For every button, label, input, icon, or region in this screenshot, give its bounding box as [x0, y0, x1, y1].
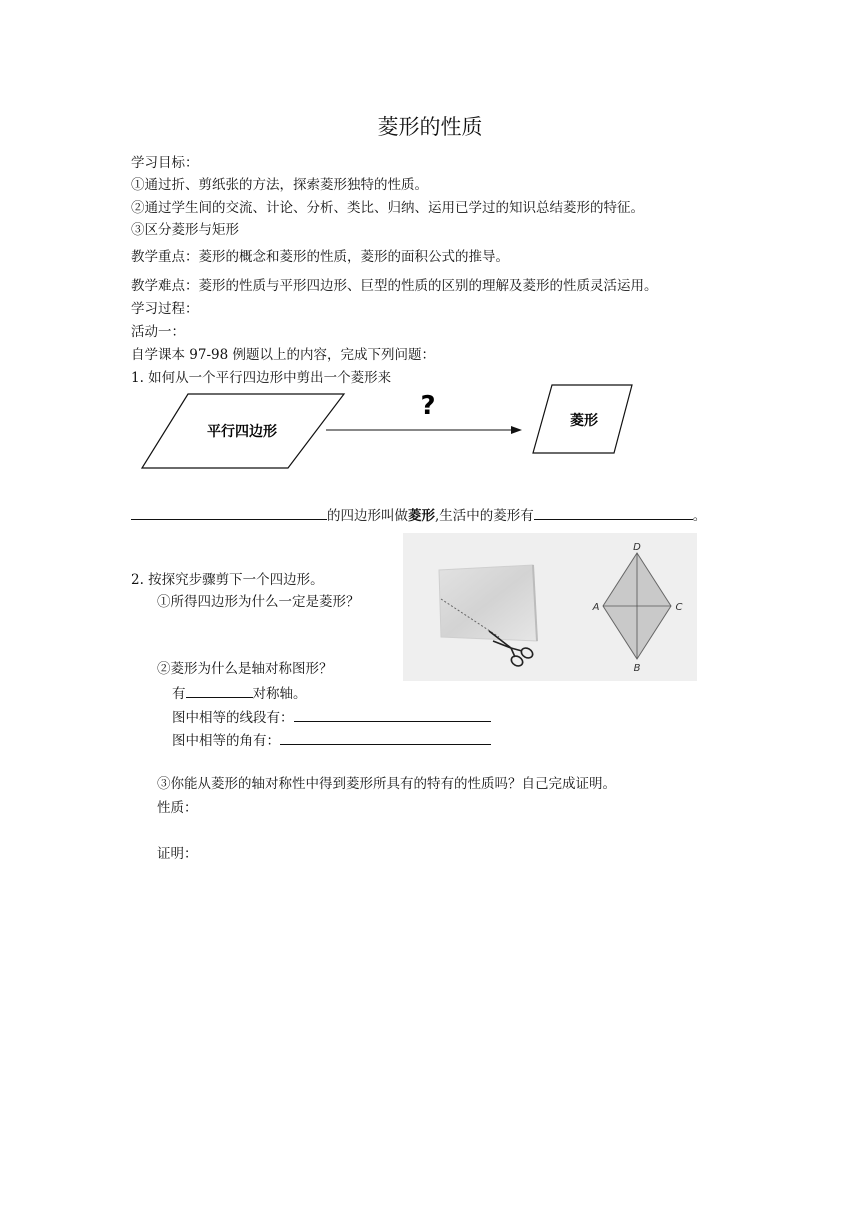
- proof-label: 证明：: [157, 846, 198, 862]
- question-2-sub-1: ①所得四边形为什么一定是菱形？: [157, 594, 360, 610]
- rhombus-term: 菱形: [408, 508, 435, 524]
- vertex-a-label: A: [592, 602, 600, 613]
- parallelogram-to-rhombus-diagram: [130, 380, 650, 480]
- objective-item-2: ②通过学生间的交流、计论、分析、类比、归纳、运用已学过的知识总结菱形的特征。: [131, 200, 644, 216]
- objectives-heading: 学习目标：: [131, 155, 199, 171]
- self-study-instruction: 自学课本 97-98 例题以上的内容，完成下列问题：: [131, 347, 435, 363]
- parallelogram-label: 平行四边形: [207, 424, 277, 440]
- equal-segments-line: [172, 706, 491, 727]
- key-point: 教学重点：菱形的概念和菱形的性质，菱形的面积公式的推导。: [131, 249, 509, 265]
- page-title: 菱形的性质: [377, 115, 483, 139]
- axis-suffix: 对称轴。: [252, 686, 307, 702]
- question-mark: ?: [420, 391, 436, 421]
- process-heading: 学习过程：: [131, 301, 199, 317]
- definition-blank[interactable]: [131, 504, 327, 520]
- equal-segments-label: 图中相等的线段有：: [172, 710, 294, 726]
- objective-item-1: ①通过折、剪纸张的方法，探索菱形独特的性质。: [131, 177, 428, 193]
- vertex-c-label: C: [675, 602, 683, 613]
- period: 。: [692, 508, 707, 524]
- equal-angles-label: 图中相等的角有：: [172, 733, 280, 749]
- vertex-d-label: D: [633, 542, 641, 553]
- question-2-sub-3: ③你能从菱形的轴对称性中得到菱形所具有的特有的性质吗？自己完成证明。: [157, 776, 616, 792]
- arrow-head: [511, 426, 522, 434]
- axis-count-line: [172, 682, 307, 703]
- equal-angles-line: [172, 729, 491, 750]
- question-1: 1. 如何从一个平行四边形中剪出一个菱形来: [131, 370, 392, 386]
- life-examples-text: ,生活中的菱形有: [435, 508, 534, 524]
- question-2-sub-2: ②菱形为什么是轴对称图形？: [157, 661, 333, 677]
- property-label: 性质：: [157, 800, 198, 816]
- axis-prefix: 有: [172, 686, 186, 702]
- objective-item-3: ③区分菱形与矩形: [131, 222, 239, 238]
- equal-angles-blank[interactable]: [280, 729, 491, 745]
- activity-heading: 活动一：: [131, 324, 185, 340]
- difficulty: 教学难点：菱形的性质与平形四边形、巨型的性质的区别的理解及菱形的性质灵活运用。: [131, 278, 658, 294]
- rhombus-label: 菱形: [570, 413, 598, 429]
- paper-cutting-figure: [403, 533, 697, 681]
- question-2: 2. 按探究步骤剪下一个四边形。: [131, 572, 324, 588]
- life-examples-blank[interactable]: [534, 504, 693, 520]
- equal-segments-blank[interactable]: [294, 706, 491, 722]
- axis-count-blank[interactable]: [186, 682, 253, 698]
- definition-fill-line: [131, 504, 706, 525]
- definition-text: 的四边形叫做: [327, 508, 408, 524]
- vertex-b-label: B: [633, 663, 641, 674]
